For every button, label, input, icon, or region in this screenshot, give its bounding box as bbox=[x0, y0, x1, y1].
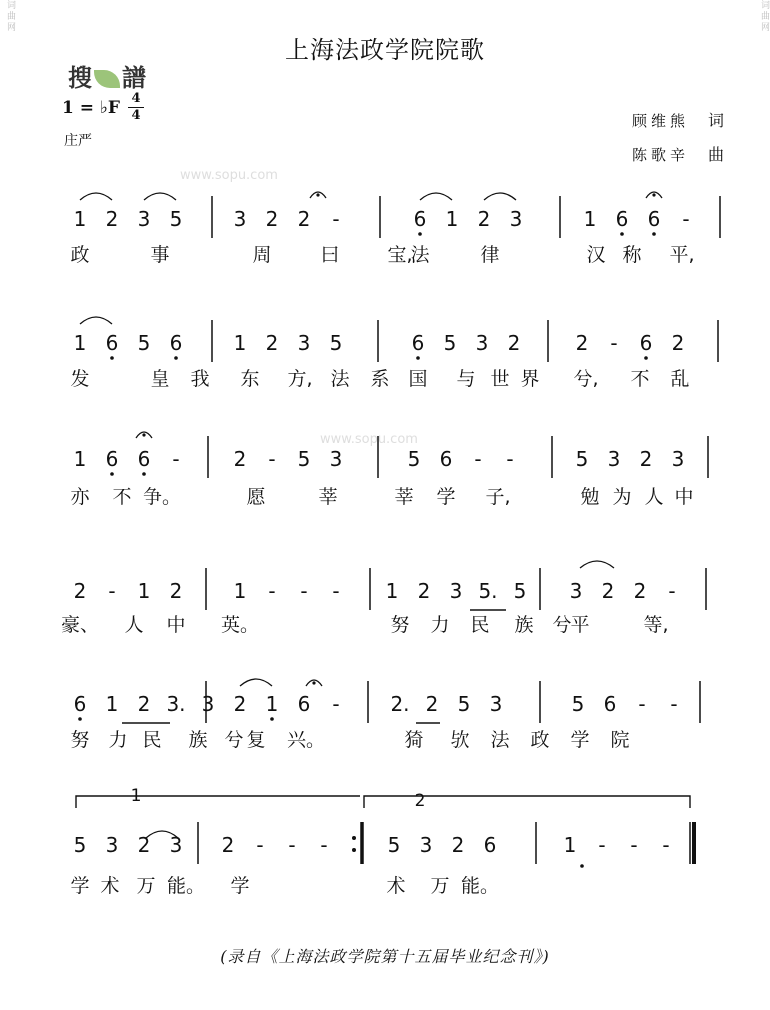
note: 3 bbox=[419, 833, 433, 857]
note: - bbox=[332, 207, 340, 231]
note: 3 bbox=[449, 579, 463, 603]
note: 5 bbox=[407, 447, 421, 471]
lyric-syllable: 乱 bbox=[670, 368, 690, 390]
note: 2 bbox=[417, 579, 431, 603]
lyric-syllable: 院 bbox=[610, 729, 630, 751]
octave-dot bbox=[110, 356, 114, 360]
note: 2 bbox=[265, 331, 279, 355]
lyric-syllable: 等, bbox=[643, 614, 669, 636]
note: 2 bbox=[633, 579, 647, 603]
note: - bbox=[668, 579, 676, 603]
slur bbox=[580, 561, 614, 568]
note: - bbox=[610, 331, 618, 355]
note: 3 bbox=[297, 331, 311, 355]
note: 2 bbox=[265, 207, 279, 231]
page-title: 上海法政学院院歌 bbox=[285, 36, 485, 64]
fermata-dot bbox=[652, 193, 655, 196]
lyric-syllable: 平 bbox=[570, 614, 590, 636]
note: 1 bbox=[73, 331, 87, 355]
octave-dot bbox=[78, 717, 82, 721]
lyric-syllable: 术 bbox=[386, 875, 406, 897]
note: 6 bbox=[639, 331, 653, 355]
note: 3 bbox=[671, 447, 685, 471]
note: 3 bbox=[105, 833, 119, 857]
watermark: www.sopu.com bbox=[320, 432, 418, 447]
note: 3 bbox=[201, 692, 215, 716]
lyric-syllable: 平, bbox=[669, 244, 695, 266]
slur bbox=[420, 193, 452, 200]
fermata-dot bbox=[142, 433, 145, 436]
note: 6 bbox=[73, 692, 87, 716]
note: - bbox=[474, 447, 482, 471]
slur bbox=[144, 193, 176, 200]
composer-name: 陈歌辛 bbox=[632, 146, 690, 164]
lyric-syllable: 民 bbox=[470, 614, 490, 636]
note: 2 bbox=[507, 331, 521, 355]
lyric-syllable: 努 bbox=[70, 729, 90, 751]
lyric-syllable: 莘 bbox=[394, 486, 414, 508]
note: 2 bbox=[221, 833, 235, 857]
note: - bbox=[670, 692, 678, 716]
lyric-syllable: 界 bbox=[520, 368, 540, 390]
logo-char-2: 譜 bbox=[122, 64, 146, 92]
lyric-syllable: 人 bbox=[124, 614, 144, 636]
note: 1 bbox=[73, 207, 87, 231]
lyric-syllable: 政 bbox=[530, 729, 550, 751]
slur bbox=[240, 679, 272, 686]
note: 2 bbox=[137, 692, 151, 716]
note: 2 bbox=[477, 207, 491, 231]
note: 2 bbox=[169, 579, 183, 603]
lyric-syllable: 英。 bbox=[220, 614, 260, 636]
note: 6 bbox=[411, 331, 425, 355]
volta-bracket-1 bbox=[76, 786, 360, 808]
lyric-syllable: 猗 bbox=[404, 729, 424, 751]
lyric-syllable: 豪、 bbox=[60, 614, 100, 636]
note: 3 bbox=[137, 207, 151, 231]
note: 1 bbox=[73, 447, 87, 471]
lyric-syllable: 兮 bbox=[224, 729, 244, 751]
note: 5 bbox=[329, 331, 343, 355]
fermata-dot bbox=[316, 193, 319, 196]
lyric-syllable: 系 bbox=[370, 368, 390, 390]
note: - bbox=[288, 833, 296, 857]
octave-dot bbox=[174, 356, 178, 360]
note: - bbox=[332, 579, 340, 603]
lyric-syllable: 欤 bbox=[450, 729, 470, 751]
lyric-syllable: 法 bbox=[330, 368, 350, 390]
note: 2 bbox=[575, 331, 589, 355]
note: 1 bbox=[137, 579, 151, 603]
note: 2 bbox=[601, 579, 615, 603]
note: 2 bbox=[233, 692, 247, 716]
note: 6 bbox=[615, 207, 629, 231]
lyric-syllable: 争。 bbox=[142, 486, 182, 508]
lyric-syllable: 亦 bbox=[70, 486, 90, 508]
lyric-syllable: 学 bbox=[70, 875, 90, 897]
note: - bbox=[268, 579, 276, 603]
lyric-syllable: 不 bbox=[112, 486, 132, 508]
note: 5 bbox=[457, 692, 471, 716]
lyric-syllable: 法 bbox=[410, 244, 430, 266]
note: 2 bbox=[137, 833, 151, 857]
lyric-syllable: 子, bbox=[485, 486, 511, 508]
note: - bbox=[108, 579, 116, 603]
lyric-syllable: 曰 bbox=[320, 244, 340, 266]
lyric-syllable: 汉 bbox=[586, 244, 606, 266]
lyric-syllable: 不 bbox=[630, 368, 650, 390]
note: - bbox=[320, 833, 328, 857]
lyric-syllable: 宝, bbox=[387, 244, 413, 266]
lyric-syllable: 族 bbox=[514, 614, 534, 636]
note: 5. bbox=[478, 579, 498, 603]
note: 1 bbox=[265, 692, 279, 716]
lyric-syllable: 学 bbox=[570, 729, 590, 751]
lyricist-role: 词 bbox=[708, 111, 729, 130]
slur bbox=[484, 193, 516, 200]
note: - bbox=[332, 692, 340, 716]
note: 5 bbox=[513, 579, 527, 603]
source-note: (录自《上海法政学院第十五届毕业纪念刊》) bbox=[220, 947, 550, 966]
note: 2 bbox=[233, 447, 247, 471]
note: 5 bbox=[169, 207, 183, 231]
note: 2 bbox=[105, 207, 119, 231]
note: 1 bbox=[105, 692, 119, 716]
tempo-marking: 庄严 bbox=[64, 133, 92, 149]
octave-dot bbox=[270, 717, 274, 721]
note: - bbox=[630, 833, 638, 857]
time-signature-top: 4 bbox=[131, 91, 141, 106]
octave-dot bbox=[110, 472, 114, 476]
lyric-syllable: 万 bbox=[136, 875, 156, 897]
note: 6 bbox=[439, 447, 453, 471]
note: - bbox=[638, 692, 646, 716]
note: 1 bbox=[233, 579, 247, 603]
key-signature: 1 = ♭F bbox=[62, 98, 120, 118]
note: - bbox=[662, 833, 670, 857]
note: 3 bbox=[475, 331, 489, 355]
lyric-syllable: 律 bbox=[480, 244, 500, 266]
lyric-syllable: 学 bbox=[230, 875, 250, 897]
note: 1 bbox=[583, 207, 597, 231]
lyric-syllable: 事 bbox=[150, 244, 170, 266]
lyric-syllable: 称 bbox=[622, 244, 642, 266]
note: 3. bbox=[166, 692, 186, 716]
time-signature-bottom: 4 bbox=[131, 108, 141, 123]
lyric-syllable: 东 bbox=[240, 368, 260, 390]
note: - bbox=[300, 579, 308, 603]
lyric-syllable: 族 bbox=[188, 729, 208, 751]
lyric-syllable: 与 bbox=[456, 368, 476, 390]
note: 2. bbox=[390, 692, 410, 716]
side-watermark-left: 词曲网 bbox=[5, 0, 15, 33]
lyric-syllable: 为 bbox=[612, 486, 632, 508]
volta-2-label: 2 bbox=[414, 791, 426, 811]
watermark: www.sopu.com bbox=[180, 168, 278, 183]
note: 6 bbox=[137, 447, 151, 471]
lyric-syllable: 术 bbox=[100, 875, 120, 897]
note: 1 bbox=[563, 833, 577, 857]
lyric-syllable: 学 bbox=[436, 486, 456, 508]
lyric-syllable: 能。 bbox=[460, 875, 500, 897]
lyric-syllable: 兮, bbox=[573, 368, 599, 390]
lyric-syllable: 努 bbox=[390, 614, 410, 636]
note: 3 bbox=[569, 579, 583, 603]
lyric-syllable: 愿 bbox=[246, 486, 266, 508]
volta-1-label: 1 bbox=[130, 786, 142, 806]
lyric-syllable: 中 bbox=[674, 486, 694, 508]
lyric-syllable: 政 bbox=[70, 244, 90, 266]
note: 6 bbox=[483, 833, 497, 857]
note: 5 bbox=[73, 833, 87, 857]
note: 5 bbox=[571, 692, 585, 716]
lyric-syllable: 力 bbox=[430, 614, 450, 636]
octave-dot bbox=[620, 232, 624, 236]
lyric-syllable: 力 bbox=[108, 729, 128, 751]
note: 2 bbox=[671, 331, 685, 355]
note: 6 bbox=[603, 692, 617, 716]
lyric-syllable: 人 bbox=[644, 486, 664, 508]
note: 6 bbox=[647, 207, 661, 231]
note: - bbox=[268, 447, 276, 471]
note: 5 bbox=[137, 331, 151, 355]
lyric-syllable: 兴。 bbox=[286, 729, 326, 751]
note: 3 bbox=[329, 447, 343, 471]
note: 3 bbox=[169, 833, 183, 857]
lyric-syllable: 万 bbox=[430, 875, 450, 897]
note: 2 bbox=[451, 833, 465, 857]
note: 5 bbox=[297, 447, 311, 471]
lyric-syllable: 世 bbox=[490, 368, 510, 390]
repeat-dot bbox=[352, 836, 356, 840]
note: - bbox=[598, 833, 606, 857]
note: 6 bbox=[297, 692, 311, 716]
octave-dot bbox=[142, 472, 146, 476]
fermata-dot bbox=[312, 681, 315, 684]
lyric-syllable: 国 bbox=[408, 368, 428, 390]
lyric-syllable: 方, bbox=[287, 368, 313, 390]
note: 1 bbox=[233, 331, 247, 355]
note: 3 bbox=[509, 207, 523, 231]
octave-dot bbox=[416, 356, 420, 360]
note: - bbox=[256, 833, 264, 857]
lyric-syllable: 复 bbox=[246, 729, 266, 751]
lyric-syllable: 我 bbox=[190, 368, 210, 390]
side-watermark-right: 词曲网 bbox=[759, 0, 769, 33]
composer-role: 曲 bbox=[708, 145, 729, 164]
lyric-syllable: 能。 bbox=[166, 875, 206, 897]
note: 3 bbox=[607, 447, 621, 471]
logo-char-1: 搜 bbox=[68, 64, 92, 92]
note: - bbox=[682, 207, 690, 231]
lyric-syllable: 兮 bbox=[552, 614, 572, 636]
note: 3 bbox=[489, 692, 503, 716]
note: 2 bbox=[297, 207, 311, 231]
lyric-syllable: 法 bbox=[490, 729, 510, 751]
slur bbox=[80, 317, 112, 324]
note: 6 bbox=[413, 207, 427, 231]
lyric-syllable: 中 bbox=[166, 614, 186, 636]
note: - bbox=[172, 447, 180, 471]
lyric-syllable: 皇 bbox=[150, 368, 170, 390]
note: 2 bbox=[425, 692, 439, 716]
lyric-syllable: 周 bbox=[252, 244, 272, 266]
lyric-syllable: 勉 bbox=[580, 486, 600, 508]
note: - bbox=[506, 447, 514, 471]
note: 2 bbox=[73, 579, 87, 603]
note: 5 bbox=[575, 447, 589, 471]
note: 6 bbox=[105, 331, 119, 355]
slur bbox=[80, 193, 112, 200]
note: 3 bbox=[233, 207, 247, 231]
note: 1 bbox=[445, 207, 459, 231]
note: 5 bbox=[387, 833, 401, 857]
octave-dot bbox=[580, 864, 584, 868]
note: 2 bbox=[639, 447, 653, 471]
repeat-dot bbox=[352, 848, 356, 852]
lyric-syllable: 发 bbox=[70, 368, 90, 390]
note: 1 bbox=[385, 579, 399, 603]
note: 6 bbox=[169, 331, 183, 355]
octave-dot bbox=[644, 356, 648, 360]
lyric-syllable: 莘 bbox=[318, 486, 338, 508]
note: 5 bbox=[443, 331, 457, 355]
lyricist-name: 顾维熊 bbox=[632, 112, 690, 130]
octave-dot bbox=[652, 232, 656, 236]
lyric-syllable: 民 bbox=[142, 729, 162, 751]
note: 6 bbox=[105, 447, 119, 471]
volta-bracket-2 bbox=[364, 791, 690, 811]
octave-dot bbox=[418, 232, 422, 236]
